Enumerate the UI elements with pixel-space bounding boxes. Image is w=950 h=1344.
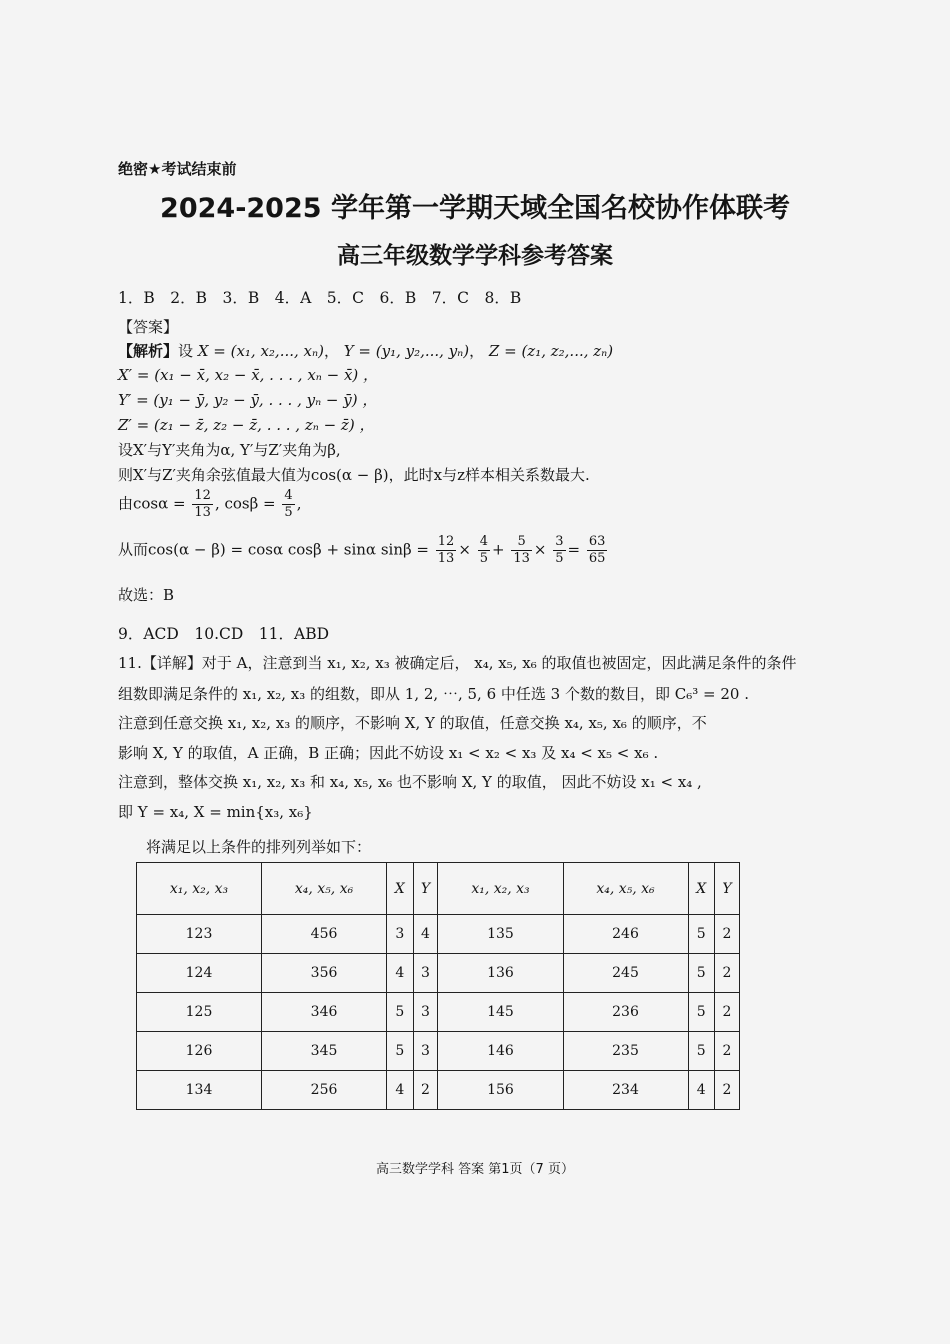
table-cell: 2 xyxy=(714,915,739,954)
answers-1-8: 1．B 2．B 3．B 4．A 5．C 6．B 7．C 8．B xyxy=(118,289,522,307)
answers-9-11: 9．ACD 10.CD 11．ABD xyxy=(118,625,330,643)
z-vector-def: Z = (z₁, z₂,..., zₙ) xyxy=(488,342,614,360)
x-vector-def: X = (x₁, x₂,..., xₙ) xyxy=(197,342,324,360)
numerator: 63 xyxy=(588,534,606,549)
permutation-table xyxy=(136,862,740,1110)
table-cell: 5 xyxy=(387,993,413,1032)
table-cell: 3 xyxy=(413,954,438,993)
denominator: 5 xyxy=(284,505,293,520)
answer-key-subtitle: 高三年级数学学科参考答案 xyxy=(337,243,613,269)
times-sign: × xyxy=(458,540,471,559)
fraction-3-5 xyxy=(553,534,565,567)
numerator: 3 xyxy=(555,534,564,549)
q8-conclusion: 故选：B xyxy=(118,586,175,604)
fraction-4-5 xyxy=(478,534,490,567)
table-cell: 3 xyxy=(413,1032,438,1071)
fraction-12-13 xyxy=(436,534,457,567)
col-header: x₄, x₅, x₆ xyxy=(563,863,688,915)
table-cell: 356 xyxy=(262,954,387,993)
q11-line-5: 注意到，整体交换 x₁, x₂, x₃ 和 x₄, x₅, x₆ 也不影响 X, Y 的取值， 因此不妨设 x₁ < x₄ , xyxy=(118,773,702,791)
angle-def: 设X′与Y′夹角为α, Y′与Z′夹角为β, xyxy=(118,441,341,459)
q11-line-4: 影响 X, Y 的取值，A 正确，B 正确；因此不妨设 x₁ < x₂ < x₃ 及 x₄ < x₅ < x₆ . xyxy=(118,744,659,762)
table-cell: 245 xyxy=(563,954,688,993)
col-header: x₁, x₂, x₃ xyxy=(438,863,563,915)
plus-sign: + xyxy=(491,540,505,559)
answer-tag: 【答案】 xyxy=(118,318,179,336)
table-cell: 4 xyxy=(413,915,438,954)
y-prime-def: Y′ = (y₁ − ȳ, y₂ − ȳ, . . . , yₙ − ȳ) ， xyxy=(118,391,378,409)
table-row xyxy=(137,915,740,954)
given-cos-line xyxy=(118,488,301,521)
q11-line-3: 注意到任意交换 x₁, x₂, x₃ 的顺序，不影响 X, Y 的取值，任意交换 x₄, x₅, x₆ 的顺序，不 xyxy=(118,714,707,732)
table-cell: 5 xyxy=(688,1032,714,1071)
confidential-mark: 绝密★考试结束前 xyxy=(118,160,237,178)
table-cell: 4 xyxy=(387,954,413,993)
comma: ， xyxy=(469,342,485,360)
table-cell: 146 xyxy=(438,1032,563,1071)
q11-line-1: 11.【详解】对于 A，注意到当 x₁, x₂, x₃ 被确定后， x₄, x₅, x₆ 的取值也被固定，因此满足条件的条件 xyxy=(118,654,797,672)
comma: ， xyxy=(323,342,339,360)
table-cell: 456 xyxy=(262,915,387,954)
table-cell: 145 xyxy=(438,993,563,1032)
col-header: x₄, x₅, x₆ xyxy=(262,863,387,915)
table-cell: 2 xyxy=(714,954,739,993)
denominator: 13 xyxy=(194,505,211,520)
table-cell: 136 xyxy=(438,954,563,993)
calc-line xyxy=(118,534,609,567)
numerator: 5 xyxy=(511,534,532,551)
table-cell: 2 xyxy=(714,993,739,1032)
denominator: 65 xyxy=(588,551,606,566)
table-cell: 135 xyxy=(438,915,563,954)
max-cos-statement: 则X′与Z′夹角余弦值最大值为cos(α − β)，此时x与z样本相关系数最大. xyxy=(118,466,590,484)
col-header: Y xyxy=(413,863,438,915)
table-cell: 4 xyxy=(688,1071,714,1110)
table-cell: 234 xyxy=(563,1071,688,1110)
numerator: 4 xyxy=(284,488,293,503)
q11-table-intro: 将满足以上条件的排列列举如下： xyxy=(146,838,372,856)
col-header: X xyxy=(387,863,413,915)
table-cell: 125 xyxy=(137,993,262,1032)
numerator: 4 xyxy=(479,534,488,549)
fraction-12-13 xyxy=(192,488,213,521)
given-end: , xyxy=(296,494,302,513)
table-cell: 5 xyxy=(688,915,714,954)
table-cell: 235 xyxy=(563,1032,688,1071)
table-cell: 3 xyxy=(387,915,413,954)
table-cell: 123 xyxy=(137,915,262,954)
table-cell: 5 xyxy=(387,1032,413,1071)
table-cell: 124 xyxy=(137,954,262,993)
equals-sign: = xyxy=(567,540,581,559)
table-cell: 236 xyxy=(563,993,688,1032)
numerator: 12 xyxy=(437,534,455,549)
analysis-tag: 【解析】 xyxy=(118,342,179,360)
denominator: 5 xyxy=(479,551,488,566)
z-prime-def: Z′ = (z₁ − z̄, z₂ − z̄, . . . , zₙ − z̄) ， xyxy=(118,416,375,434)
numerator: 12 xyxy=(194,488,211,503)
table-cell: 256 xyxy=(262,1071,387,1110)
table-cell: 4 xyxy=(387,1071,413,1110)
table-cell: 3 xyxy=(413,993,438,1032)
table-row xyxy=(137,954,740,993)
table-header-row xyxy=(137,863,740,915)
times-sign: × xyxy=(533,540,547,559)
q11-line-6: 即 Y = x₄, X = min{x₃, x₆} xyxy=(118,803,313,821)
table-cell: 126 xyxy=(137,1032,262,1071)
table-cell: 5 xyxy=(688,993,714,1032)
fraction-5-13 xyxy=(511,534,532,567)
page-footer: 高三数学学科 答案 第1页（7 页） xyxy=(376,1162,574,1177)
table-cell: 2 xyxy=(714,1071,739,1110)
col-header: x₁, x₂, x₃ xyxy=(137,863,262,915)
y-vector-def: Y = (y₁, y₂,..., yₙ) xyxy=(343,342,470,360)
table-row xyxy=(137,993,740,1032)
given-prefix: 由cosα = xyxy=(118,494,186,513)
fraction-63-65 xyxy=(587,534,608,567)
x-prime-def: X′ = (x₁ − x̄, x₂ − x̄, . . . , xₙ − x̄) ， xyxy=(118,366,379,384)
q8-setup-line xyxy=(118,340,613,361)
table-row xyxy=(137,1071,740,1110)
set-word: 设 xyxy=(178,342,194,360)
table-cell: 346 xyxy=(262,993,387,1032)
col-header: X xyxy=(688,863,714,915)
denominator: 13 xyxy=(513,551,530,566)
col-header: Y xyxy=(714,863,739,915)
table-cell: 345 xyxy=(262,1032,387,1071)
table-cell: 246 xyxy=(563,915,688,954)
denominator: 5 xyxy=(555,551,564,566)
q11-line-2: 组数即满足条件的 x₁, x₂, x₃ 的组数，即从 1, 2, ⋯, 5, 6 中任选 3 个数的数目，即 C₆³ = 20 . xyxy=(118,685,749,703)
table-row xyxy=(137,1032,740,1071)
table-cell: 134 xyxy=(137,1071,262,1110)
table-cell: 2 xyxy=(413,1071,438,1110)
exam-title: 2024-2025 学年第一学期天域全国名校协作体联考 xyxy=(160,193,790,224)
given-mid: , cosβ = xyxy=(214,494,276,513)
table-cell: 156 xyxy=(438,1071,563,1110)
calc-prefix: 从而cos(α − β) = cosα cosβ + sinα sinβ = xyxy=(118,540,429,559)
fraction-4-5 xyxy=(282,488,294,521)
table-cell: 2 xyxy=(714,1032,739,1071)
table-cell: 5 xyxy=(688,954,714,993)
denominator: 13 xyxy=(437,551,455,566)
